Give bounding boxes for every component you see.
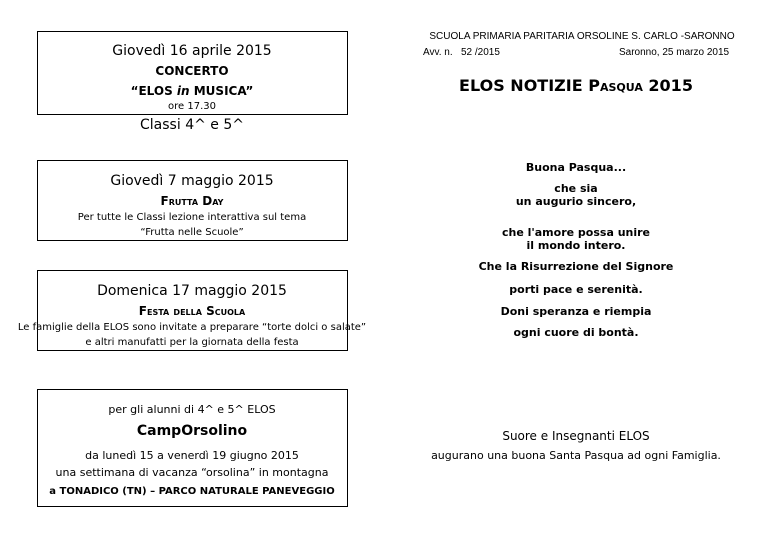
event-title: CONCERTO (155, 64, 229, 78)
event-description: una settimana di vacanza “orsolina” in montagna (55, 466, 329, 479)
easter-wish: augurano una buona Santa Pasqua ad ogni Famiglia. (431, 449, 721, 462)
signature: Suore e Insegnanti ELOS (502, 429, 650, 443)
greeting-line: Buona Pasqua... (525, 161, 627, 174)
greeting-line: il mondo intero. (526, 239, 626, 252)
event-intro: per gli alunni di 4^ e 5^ ELOS (108, 403, 276, 416)
event-date: Domenica 17 maggio 2015 (97, 283, 287, 299)
page-title: ELOS NOTIZIE Pasqua 2015 (459, 76, 693, 95)
greeting-line: porti pace e serenità. (509, 283, 643, 296)
event-place: a TONADICO (TN) – PARCO NATURALE PANEVEGGIO (49, 486, 335, 497)
place-date: Saronno, 25 marzo 2015 (619, 47, 730, 58)
event-classes: Classi 4^ e 5^ (140, 117, 244, 133)
event-time: ore 17.30 (168, 101, 216, 112)
event-date: Giovedì 7 maggio 2015 (110, 173, 274, 189)
notice-number: Avv. n. 52 /2015 (423, 47, 500, 58)
greeting-line: Doni speranza e riempia (500, 305, 652, 318)
school-name: SCUOLA PRIMARIA PARITARIA ORSOLINE S. CARLO -SARONNO (429, 31, 735, 42)
event-description: Le famiglie della ELOS sono invitate a preparare “torte dolci o salate” (17, 322, 367, 333)
greeting-line: che l'amore possa unire (501, 226, 651, 239)
event-dates: da lunedì 15 a venerdì 19 giugno 2015 (85, 449, 299, 462)
event-description: e altri manufatti per la giornata della festa (85, 337, 299, 348)
greeting-line: Che la Risurrezione del Signore (478, 260, 674, 273)
event-title: CampOrsolino (136, 423, 248, 439)
event-date: Giovedì 16 aprile 2015 (112, 43, 272, 59)
event-title: Festa della Scuola (138, 304, 246, 318)
greeting-line: un augurio sincero, (515, 195, 637, 208)
event-subtitle: “ELOS in MUSICA” (130, 84, 254, 98)
event-description: “Frutta nelle Scuole” (140, 227, 244, 238)
greeting-line: che sia (554, 182, 598, 195)
greeting-line: ogni cuore di bontà. (513, 326, 639, 339)
event-description: Per tutte le Classi lezione interattiva sul tema (77, 212, 307, 223)
event-title: Frutta Day (160, 194, 224, 208)
